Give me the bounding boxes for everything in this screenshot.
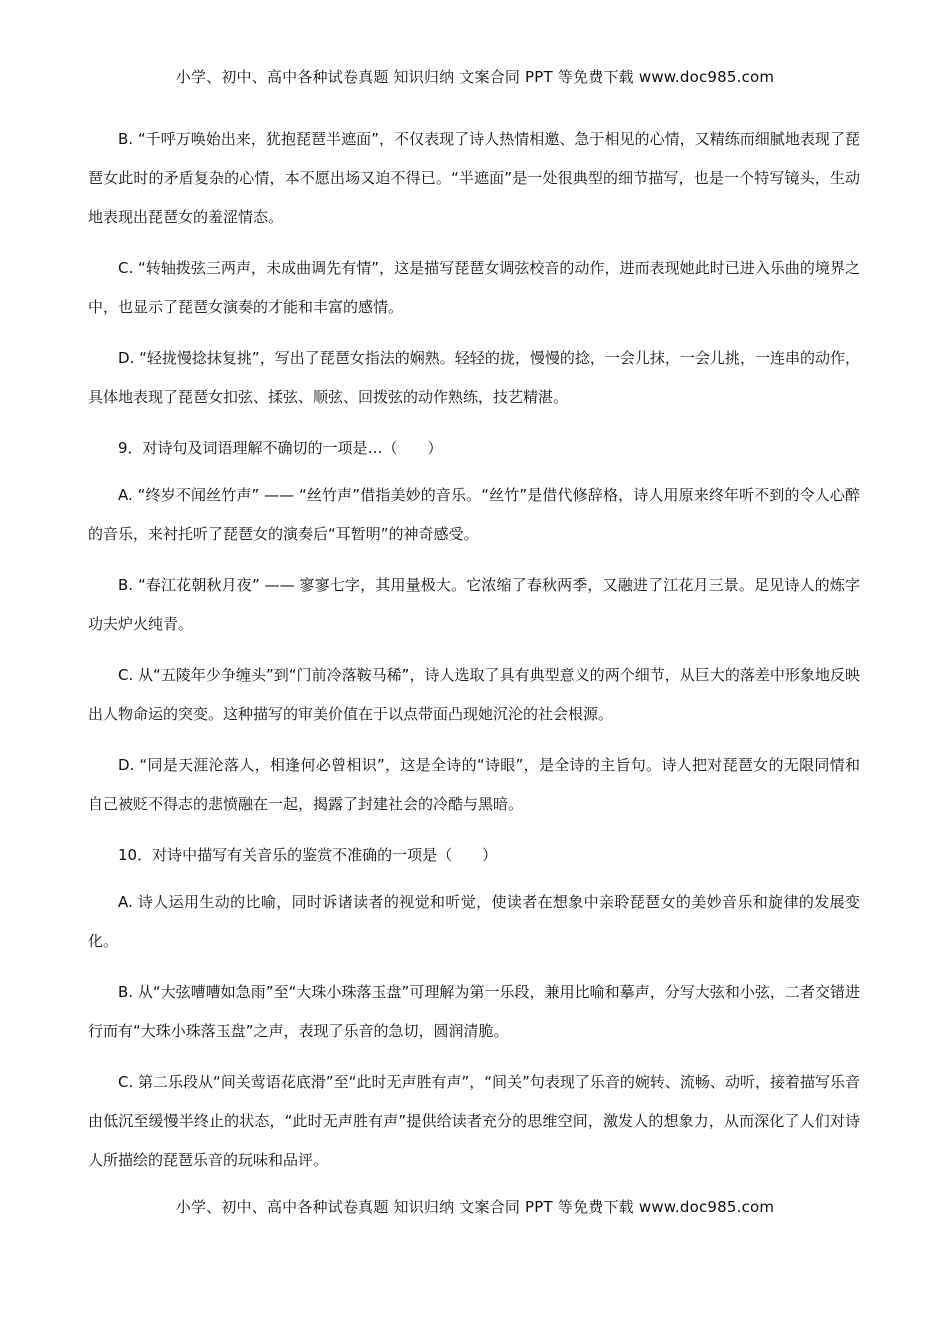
option-c-paragraph: C. “转轴拨弦三两声，未成曲调先有情”，这是描写琵琶女调弦校音的动作，进而表现她此时已进入乐曲的境界之中，也显示了琵琶女演奏的才能和丰富的感情。	[88, 259, 860, 316]
q10-option-b: B. 从“大弦嘈嘈如急雨”至“大珠小珠落玉盘”可理解为第一乐段，兼用比喻和摹声，分写大弦和小弦，二者交错进行而有“大珠小珠落玉盘”之声，表现了乐音的急切，圆润清脆。	[88, 983, 860, 1040]
q10-option-c: C. 第二乐段从“间关莺语花底滑”至“此时无声胜有声”，“间关”句表现了乐音的婉转、流畅、动听，接着描写乐音由低沉至缓慢半终止的状态，“此时无声胜有声”提供给读者充分的思维空间，激发人的想象力，从而深化了人们对诗人所描绘的琵琶乐音的玩味和品评。	[88, 1073, 860, 1169]
document-body	[88, 120, 860, 1192]
question-9: 9．对诗句及词语理解不确切的一项是…（ ）	[118, 439, 443, 457]
option-d-paragraph: D. “轻拢慢捻抹复挑”，写出了琵琶女指法的娴熟。轻轻的拢，慢慢的捻，一会儿抹，一会儿挑，一连串的动作，具体地表现了琵琶女扣弦、揉弦、顺弦、回拨弦的动作熟练，技艺精湛。	[88, 349, 860, 406]
q9-option-d: D. “同是天涯沦落人，相逢何必曾相识”，这是全诗的“诗眼”，是全诗的主旨句。诗人把对琵琶女的无限同情和自己被贬不得志的悲愤融在一起，揭露了封建社会的冷酷与黑暗。	[88, 756, 860, 813]
q9-option-a: A. “终岁不闻丝竹声” —— “丝竹声”借指美妙的音乐。“丝竹”是借代修辞格，诗人用原来终年听不到的令人心醉的音乐，来衬托听了琵琶女的演奏后“耳暂明”的神奇感受。	[88, 486, 860, 543]
q9-option-b: B. “春江花朝秋月夜” —— 寥寥七字，其用量极大。它浓缩了春秋两季，又融进了江花月三景。足见诗人的炼字功夫炉火纯青。	[88, 576, 860, 633]
footer-banner: 小学、初中、高中各种试卷真题 知识归纳 文案合同 PPT 等免费下载 www.doc985.com	[175, 1198, 775, 1216]
question-10: 10．对诗中描写有关音乐的鉴赏不准确的一项是（ ）	[118, 846, 498, 864]
option-b-paragraph: B. “千呼万唤始出来，犹抱琵琶半遮面”，不仅表现了诗人热情相邀、急于相见的心情，又精练而细腻地表现了琵琶女此时的矛盾复杂的心情，本不愿出场又迫不得已。“半遮面”是一处很典型的细节描写，也是一个特写镜头，生动地表现出琵琶女的羞涩情态。	[88, 130, 860, 226]
q9-option-c: C. 从“五陵年少争缠头”到“门前冷落鞍马稀”，诗人选取了具有典型意义的两个细节，从巨大的落差中形象地反映出人物命运的突变。这种描写的审美价值在于以点带面凸现她沉沦的社会根源。	[88, 666, 860, 723]
header-banner: 小学、初中、高中各种试卷真题 知识归纳 文案合同 PPT 等免费下载 www.doc985.com	[175, 68, 775, 86]
q10-option-a: A. 诗人运用生动的比喻，同时诉诸读者的视觉和听觉，使读者在想象中亲聆琵琶女的美妙音乐和旋律的发展变化。	[88, 893, 860, 950]
